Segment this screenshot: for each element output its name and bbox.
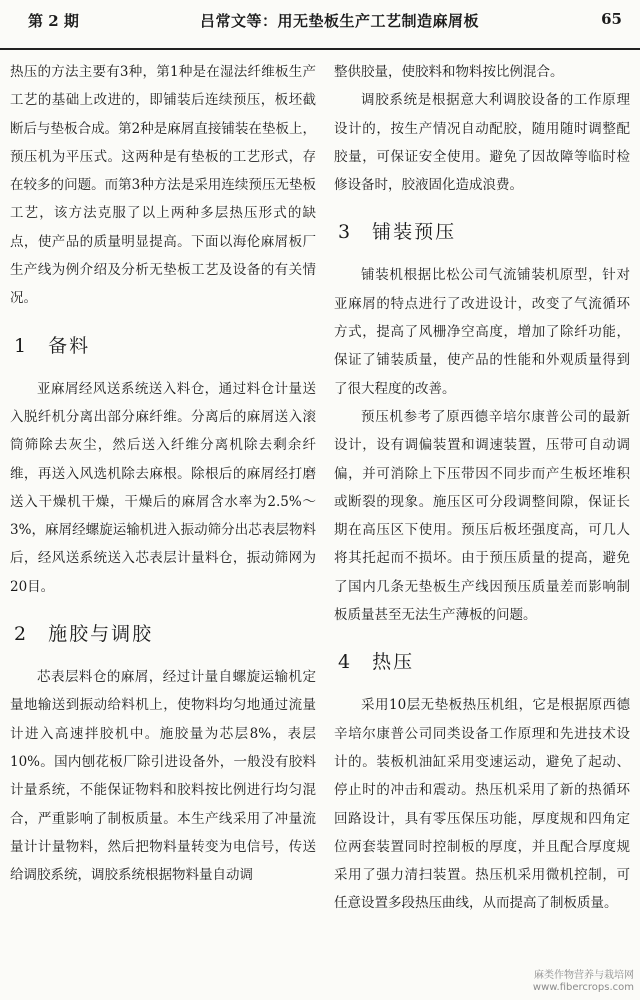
left-column (10, 58, 316, 992)
section-number: 4 (338, 651, 353, 674)
site-watermark (533, 970, 634, 994)
section-heading-4 (338, 647, 630, 677)
right-column (334, 58, 630, 992)
section-number: 2 (14, 623, 29, 646)
running-title: 吕常文等：用无垫板生产工艺制造麻屑板 (200, 12, 480, 30)
intro-paragraph: 热压的方法主要有3种，第1种是在湿法纤维板生产工艺的基础上改进的，即铺装后连续预压，板坯截断后与垫板合成。第2种是麻屑直接铺装在垫板上，预压机为平压式。这两种是有垫板的工艺形式，存在较多的问题。而第3种方法是采用连续预压无垫板工艺，该方法克服了以上两种多层热压形式的缺点，使产品的质量明显提高。下面以海伦麻屑板厂生产线为例介绍及分析无垫板工艺及设备的有关情况。 (10, 64, 316, 307)
glue-system-paragraph: 调胶系统是根据意大利调胶设备的工作原理设计的，按生产情况自动配胶，随用随时调整配胶量，可保证安全使用。避免了因故障等临时检修设备时，胶液固化造成浪费。 (334, 92, 630, 194)
section-title: 施胶与调胶 (48, 623, 154, 646)
continuation-paragraph: 整供胶量，使胶料和物料按比例混合。 (334, 64, 564, 80)
page-header (0, 0, 640, 50)
page-number: 65 (601, 10, 622, 28)
section-3-body-2: 预压机参考了原西德辛培尔康普公司的最新设计，设有调偏装置和调速装置，压带可自动调偏，并可消除上下压带因不同步而产生板坯堆积或断裂的现象。施压区可分段调整间隙，保证长期在高压区下使用。预压后板坯强度高，可几人将其托起而不损坏。由于预压质量的提高，避免了国内几条无垫板生产线因预压质量差而影响制板质量甚至无法生产薄板的问题。 (334, 408, 630, 624)
section-title: 热压 (372, 651, 415, 674)
issue-number: 第 2 期 (28, 12, 79, 30)
section-4-body: 采用10层无垫板热压机组，它是根据原西德辛培尔康普公司同类设备工作原理和先进技术设计的。装板机油缸采用变速运动，避免了起动、停止时的冲击和震动。热压机采用了新的热循环回路设计，具有零压保压功能，厚度规和四角定位两套装置同时控制板的厚度，并且配合厚度规采用了强力清扫装置。热压机采用微机控制，可任意设置多段热压曲线，从而提高了制板质量。 (334, 697, 630, 912)
watermark-site-name: 麻类作物营养与栽培网 (534, 970, 634, 981)
section-title: 铺装预压 (372, 221, 457, 244)
watermark-url: www.fibercrops.com (532, 982, 634, 993)
section-title: 备料 (48, 334, 91, 357)
section-1-body: 亚麻屑经风送系统送入料仓，通过料仓计量送入脱纤机分离出部分麻纤维。分离后的麻屑送入滚筒筛除去灰尘，然后送入纤维分离机除去剩余纤维，再送入风选机除去麻根。除根后的麻屑经打磨送入干燥机干燥，干燥后的麻屑含水率为2.5%～3%，麻屑经螺旋运输机进入振动筛分出芯表层物料后，经风送系统送入芯表层计量料仓，振动筛网为20目。 (10, 380, 316, 595)
section-heading-2 (14, 619, 316, 649)
section-heading-1 (14, 331, 316, 361)
section-number: 1 (14, 334, 29, 357)
section-heading-3 (338, 217, 630, 247)
section-3-body-1: 铺装机根据比松公司气流铺装机原型，针对亚麻屑的特点进行了改进设计，改变了气流循环方式，提高了风栅净空高度，增加了除纤功能，保证了铺装质量，使产品的性能和外观质量得到了很大程度的改善。 (334, 267, 630, 397)
section-number: 3 (338, 221, 353, 244)
section-2-body: 芯表层料仓的麻屑，经过计量自螺旋运输机定量地输送到振动给料机上，使物料均匀地通过流量计进入高速拌胶机中。施胶量为芯层8%，表层10%。国内刨花板厂除引进设备外，一般没有胶料计量系统，不能保证物料和胶料按比例进行均匀混合，严重影响了制板质量。本生产线采用了冲量流量计计量物料，然后把物料量转变为电信号，传送给调胶系统，调胶系统根据物料量自动调 (10, 669, 316, 884)
